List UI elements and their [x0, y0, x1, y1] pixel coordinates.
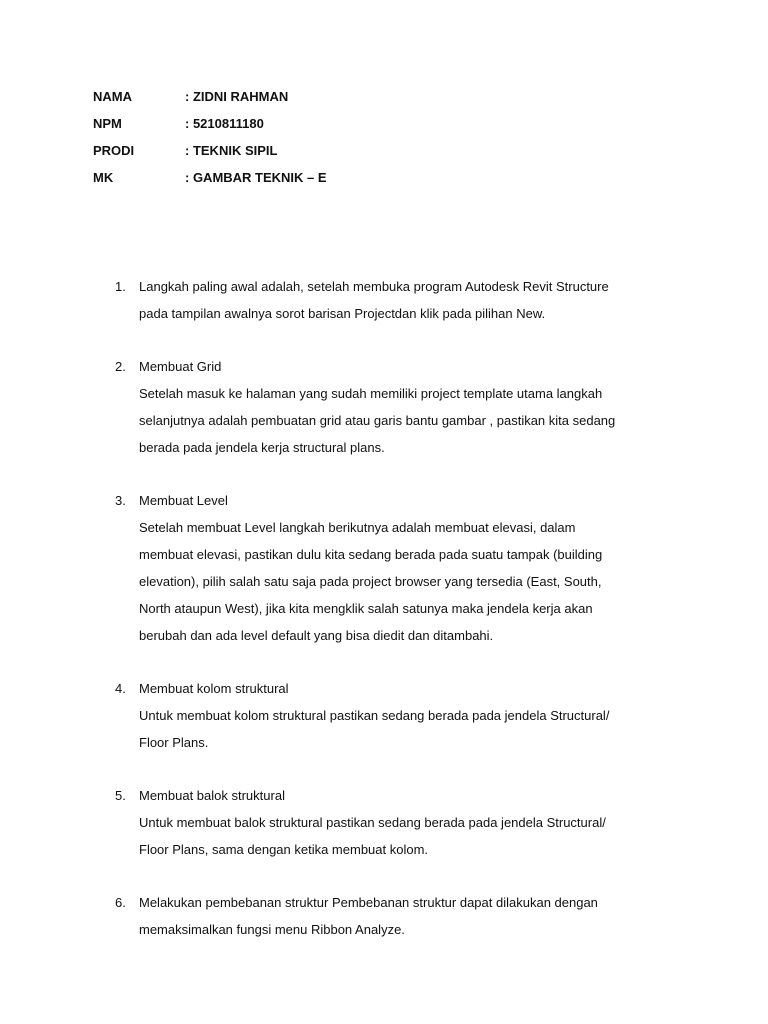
list-item-number: 4. — [115, 681, 126, 696]
list-item-line: berada pada jendela kerja structural plans. — [139, 440, 385, 455]
list-item-line: Membuat kolom struktural — [139, 681, 289, 696]
list-item-line: North ataupun West), jika kita mengklik salah satunya maka jendela kerja akan — [139, 601, 593, 616]
info-key: NPM — [93, 116, 122, 131]
info-row-nama — [93, 87, 653, 114]
list-item-line: Untuk membuat kolom struktural pastikan sedang berada pada jendela Structural/ — [139, 708, 610, 723]
list-item-line: selanjutnya adalah pembuatan grid atau garis bantu gambar , pastikan kita sedang — [139, 413, 616, 428]
info-row-mk — [93, 168, 653, 195]
list-item-line: Membuat balok struktural — [139, 788, 285, 803]
info-key: MK — [93, 170, 114, 185]
info-row-prodi — [93, 141, 653, 168]
list-item-body — [139, 273, 679, 327]
info-key: NAMA — [93, 89, 132, 104]
info-row-npm — [93, 114, 653, 141]
list-item-line: Langkah paling awal adalah, setelah membuka program Autodesk Revit Structure — [139, 279, 609, 294]
list-item-line: Setelah membuat Level langkah berikutnya adalah membuat elevasi, dalam — [139, 520, 576, 535]
list-item-line: Membuat Grid — [139, 359, 222, 374]
list-item-line: membuat elevasi, pastikan dulu kita sedang berada pada suatu tampak (building — [139, 547, 603, 562]
list-item-number: 6. — [115, 895, 126, 910]
list-item-body — [139, 782, 679, 863]
list-item-line: Melakukan pembebanan struktur Pembebanan struktur dapat dilakukan dengan — [139, 895, 598, 910]
list-item-line: Setelah masuk ke halaman yang sudah memiliki project template utama langkah — [139, 386, 603, 401]
info-value: : ZIDNI RAHMAN — [185, 89, 289, 104]
info-value: : 5210811180 — [185, 116, 264, 131]
list-item-line: Untuk membuat balok struktural pastikan sedang berada pada jendela Structural/ — [139, 815, 606, 830]
info-value: : GAMBAR TEKNIK – E — [185, 170, 327, 185]
list-item-line: Floor Plans. — [139, 735, 209, 750]
list-item-line: pada tampilan awalnya sorot barisan Projectdan klik pada pilihan New. — [139, 306, 546, 321]
list-item-number: 1. — [115, 279, 126, 294]
list-item-number: 5. — [115, 788, 126, 803]
list-item-line: elevation), pilih salah satu saja pada project browser yang tersedia (East, South, — [139, 574, 602, 589]
list-item-line: Membuat Level — [139, 493, 228, 508]
list-item-line: berubah dan ada level default yang bisa diedit dan ditambahi. — [139, 628, 494, 643]
list-item-line: Floor Plans, sama dengan ketika membuat kolom. — [139, 842, 429, 857]
list-item-number: 3. — [115, 493, 126, 508]
list-item-body — [139, 353, 679, 461]
list-item-body — [139, 889, 679, 943]
info-key: PRODI — [93, 143, 135, 158]
list-item-body — [139, 675, 679, 756]
info-value: : TEKNIK SIPIL — [185, 143, 278, 158]
student-info-header — [93, 87, 653, 195]
list-item-number: 2. — [115, 359, 126, 374]
list-item-body — [139, 487, 679, 649]
list-item-line: memaksimalkan fungsi menu Ribbon Analyze. — [139, 922, 405, 937]
